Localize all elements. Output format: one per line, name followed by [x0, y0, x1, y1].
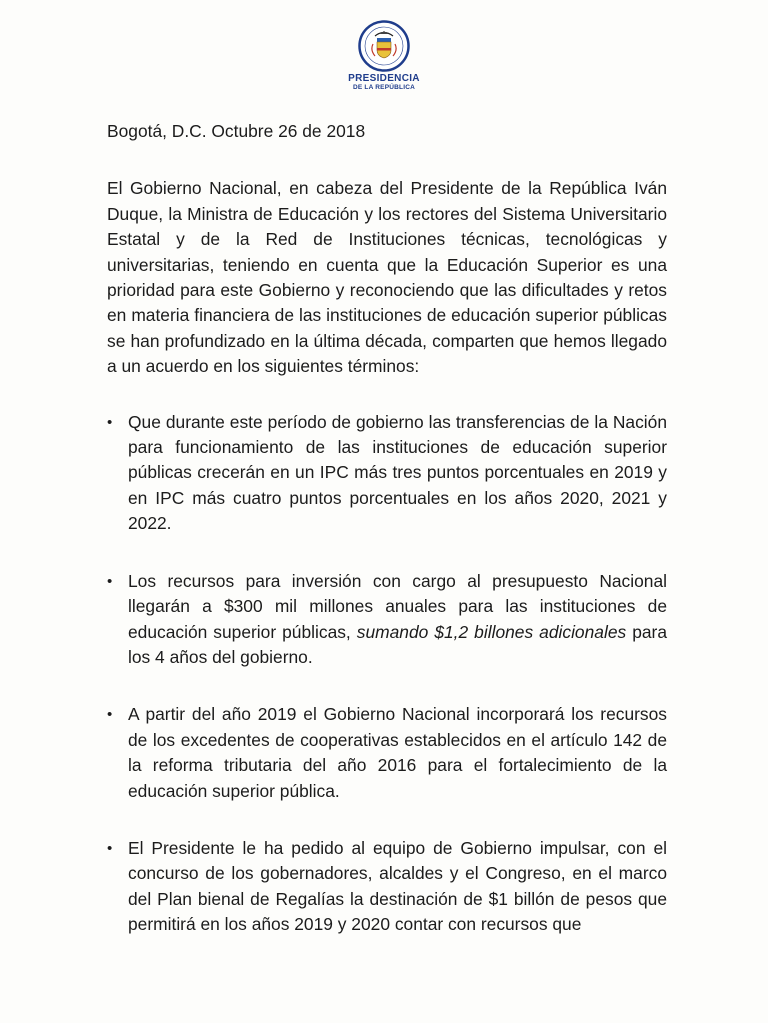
bullet-icon: • — [107, 839, 113, 857]
list-item — [107, 410, 667, 537]
point-text: El Presidente le ha pedido al equipo de Gobierno impulsar, con el concurso de los gobernadores, alcaldes y el Congreso, en el marco del Plan bienal de Regalías la destinación de $1 billón de pesos que permitirá en los años 2019 y 2020 contar con recursos que — [128, 837, 667, 935]
bullet-icon: • — [107, 706, 113, 724]
point-text-before: Los recursos para inversión con cargo al presupuesto Nacional llegarán a $300 mil millones anuales para las instituciones de educación superior públicas, — [128, 570, 667, 642]
list-item — [107, 836, 667, 938]
intro-paragraph: El Gobierno Nacional, en cabeza del Presidente de la República Iván Duque, la Ministra de Educación y los rectores del Sistema Universitario Estatal y de la Red de Instituciones técnicas, tecnológicas y universitarias, teniendo en cuenta que la Educación Superior es una prioridad para este Gobierno y reconociendo que las dificultades y retos en materia financiera de las instituciones de educación superior públicas se han profundizado en la última década, comparten que hemos llegado a un acuerdo en los siguientes términos: — [107, 178, 667, 377]
point-text — [128, 571, 667, 667]
presidencia-wordmark — [348, 74, 420, 92]
brand-line-2: DE LA REPÚBLICA — [353, 84, 415, 91]
bullet-icon: • — [107, 413, 113, 431]
point-text-italic: sumando $1,2 billones adicionales — [356, 621, 627, 642]
list-item — [107, 702, 667, 804]
letter-body — [107, 119, 667, 938]
bullet-icon: • — [107, 572, 113, 590]
coat-of-arms-seal-icon — [358, 20, 410, 72]
list-item — [107, 569, 667, 671]
letterhead — [0, 20, 768, 92]
point-text: A partir del año 2019 el Gobierno Nacional incorporará los recursos de los excedentes de cooperativas establecidos en el artículo 142 de la reforma tributaria del año 2016 para el fortalecimiento de la educación superior pública. — [128, 704, 667, 801]
point-text: Que durante este período de gobierno las transferencias de la Nación para funcionamiento de las instituciones de educación superior públicas crecerán en un IPC más tres puntos porcentuales en 2019 y en IPC más cuatro puntos porcentuales en los años 2020, 2021 y 2022. — [128, 411, 667, 534]
point-text-after: para los 4 años del gobierno. — [128, 621, 668, 667]
agreement-points — [107, 410, 667, 938]
brand-line-1: PRESIDENCIA — [348, 73, 420, 84]
letter-date: Bogotá, D.C. Octubre 26 de 2018 — [107, 121, 366, 141]
